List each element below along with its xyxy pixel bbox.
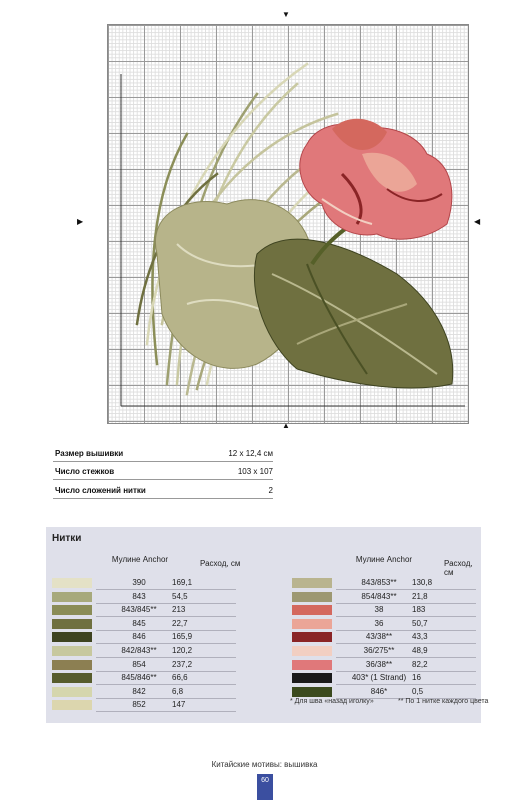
info-row-stitches — [53, 465, 273, 480]
thread-row — [52, 659, 232, 672]
color-swatch — [52, 605, 92, 615]
color-swatch — [292, 646, 332, 656]
thread-amount: 183 — [412, 605, 426, 615]
footnote-backstitch: * Для шва «назад иголку» — [290, 698, 374, 705]
color-swatch — [292, 687, 332, 697]
color-swatch — [292, 619, 332, 629]
center-marker-top: ▼ — [282, 10, 290, 19]
thread-row — [52, 604, 232, 617]
thread-row — [52, 591, 232, 604]
thread-code: 43/38** — [365, 632, 393, 642]
thread-amount: 165,9 — [172, 632, 193, 642]
info-row-strands — [53, 484, 273, 499]
thread-row — [292, 604, 472, 617]
thread-amount: 237,2 — [172, 659, 193, 669]
color-swatch — [52, 687, 92, 697]
color-swatch — [52, 578, 92, 588]
thread-code: 36/275** — [363, 646, 395, 655]
thread-code: 854/843** — [361, 591, 397, 601]
center-marker-left: ▶ — [77, 217, 84, 226]
thread-row — [292, 672, 472, 685]
lotus-pattern-image — [107, 24, 469, 424]
color-swatch — [52, 660, 92, 670]
thread-amount: 66,6 — [172, 673, 188, 683]
thread-row — [292, 659, 472, 672]
col-head-brand-right: Мулине Anchor — [355, 555, 413, 564]
info-value: 12 x 12,4 см — [228, 449, 273, 458]
color-swatch — [292, 605, 332, 615]
info-label: Размер вышивки — [55, 449, 124, 458]
thread-amount: 43,3 — [412, 632, 428, 642]
thread-amount: 130,8 — [412, 578, 433, 587]
thread-row — [52, 577, 232, 590]
color-swatch — [52, 646, 92, 656]
color-swatch — [52, 673, 92, 683]
thread-row — [292, 618, 472, 631]
thread-amount: 50,7 — [412, 618, 428, 628]
thread-code: 38 — [374, 605, 384, 615]
thread-amount: 169,1 — [172, 578, 193, 587]
thread-code: 843 — [132, 591, 146, 601]
thread-code: 842/843** — [121, 646, 157, 655]
thread-row — [292, 631, 472, 644]
color-swatch — [52, 632, 92, 642]
thread-row — [52, 618, 232, 631]
info-label: Число сложений нитки — [55, 486, 146, 495]
thread-amount: 16 — [412, 673, 421, 683]
thread-code: 403* (1 Strand) — [351, 673, 407, 683]
thread-code: 852 — [132, 700, 146, 710]
color-swatch — [292, 673, 332, 683]
thread-code: 843/853** — [361, 578, 397, 587]
thread-amount: 21,8 — [412, 591, 428, 601]
color-swatch — [292, 592, 332, 602]
col-head-amount-left: Расход, см — [200, 559, 241, 568]
page-number: 60 — [257, 774, 273, 800]
thread-code: 842 — [132, 686, 146, 696]
thread-row — [292, 591, 472, 604]
thread-code: 390 — [132, 578, 146, 587]
cross-stitch-chart — [77, 10, 481, 430]
thread-row — [52, 631, 232, 644]
thread-amount: 54,5 — [172, 591, 188, 601]
color-swatch — [292, 632, 332, 642]
color-swatch — [52, 592, 92, 602]
thread-code: 846 — [132, 632, 146, 642]
thread-amount: 120,2 — [172, 646, 193, 655]
center-marker-right: ◀ — [474, 217, 481, 226]
color-swatch — [292, 578, 332, 588]
threads-title: Нитки — [52, 533, 82, 544]
thread-row — [292, 577, 472, 590]
thread-amount: 48,9 — [412, 646, 428, 655]
thread-row — [292, 645, 472, 658]
thread-amount: 213 — [172, 605, 186, 615]
thread-row — [52, 645, 232, 658]
color-swatch — [52, 619, 92, 629]
thread-row — [292, 686, 472, 699]
thread-amount: 22,7 — [172, 618, 188, 628]
thread-code: 36 — [374, 618, 384, 628]
threads-key-panel — [46, 527, 481, 723]
thread-row — [52, 699, 232, 712]
thread-code: 845 — [132, 618, 146, 628]
thread-amount: 0,5 — [412, 686, 424, 696]
thread-code: 846* — [370, 686, 388, 696]
footnote-strands: ** По 1 нитке каждого цвета — [398, 698, 489, 705]
thread-amount: 82,2 — [412, 659, 428, 669]
color-swatch — [52, 700, 92, 710]
color-swatch — [292, 660, 332, 670]
thread-row — [52, 686, 232, 699]
footer-title: Китайские мотивы: вышивка — [211, 760, 318, 769]
thread-code: 845/846** — [121, 673, 157, 683]
center-marker-bottom: ▲ — [282, 421, 290, 430]
info-label: Число стежков — [55, 467, 115, 476]
thread-amount: 6,8 — [172, 686, 184, 696]
info-value: 103 x 107 — [237, 467, 273, 476]
thread-row — [52, 672, 232, 685]
thread-amount: 147 — [172, 700, 186, 710]
info-row-size — [53, 447, 273, 462]
col-head-amount-right: Расход, см — [444, 559, 473, 577]
row-divider — [96, 711, 236, 712]
col-head-brand-left: Мулине Anchor — [111, 555, 169, 564]
thread-code: 854 — [132, 659, 146, 669]
info-value: 2 — [268, 486, 273, 495]
thread-code: 36/38** — [365, 659, 393, 669]
thread-code: 843/845** — [121, 605, 157, 615]
